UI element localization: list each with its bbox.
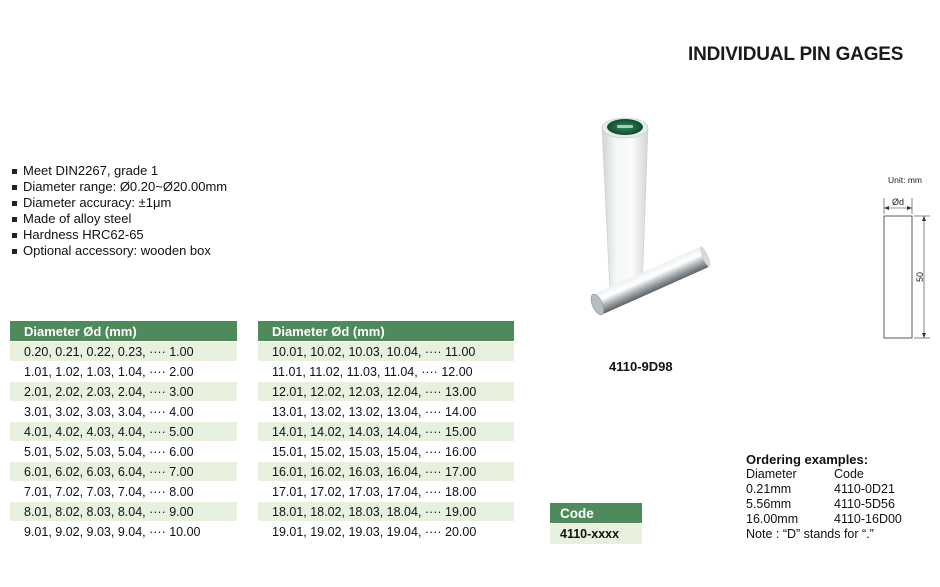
diameter-table-right [258, 321, 514, 542]
table-row: 10.01, 10.02, 10.03, 10.04, ···· 11.00 [258, 342, 514, 362]
table-row: 4.01, 4.02, 4.03, 4.04, ···· 5.00 [10, 422, 237, 442]
table-row: 16.01, 16.02, 16.03, 16.04, ···· 17.00 [258, 462, 514, 482]
table-row: 5.01, 5.02, 5.03, 5.04, ···· 6.00 [10, 442, 237, 462]
table-row: 3.01, 3.02, 3.03, 3.04, ···· 4.00 [10, 402, 237, 422]
diameter-table-left [10, 321, 237, 542]
table-header: Diameter Ød (mm) [258, 321, 514, 342]
table-row: 12.01, 12.02, 12.03, 12.04, ···· 13.00 [258, 382, 514, 402]
ordering-diameter: 0.21mm [746, 482, 792, 496]
ordering-row [746, 482, 902, 497]
table-header: Diameter Ød (mm) [10, 321, 237, 342]
table-row: 15.01, 15.02, 15.03, 15.04, ···· 16.00 [258, 442, 514, 462]
table-row: 1.01, 1.02, 1.03, 1.04, ···· 2.00 [10, 362, 237, 382]
pin-gage-product-image [570, 100, 740, 325]
feature-item: Optional accessory: wooden box [12, 243, 227, 259]
ordering-code: 4110-5D56 [834, 497, 895, 511]
product-code-label: 4110-9D98 [609, 359, 673, 374]
feature-item: Diameter range: Ø0.20~Ø20.00mm [12, 179, 227, 195]
code-header: Code [550, 503, 642, 524]
ordering-code: 4110-0D21 [834, 482, 895, 496]
table-row: 11.01, 11.02, 11.03, 11.04, ···· 12.00 [258, 362, 514, 382]
feature-item: Made of alloy steel [12, 211, 227, 227]
table-row: 18.01, 18.02, 18.03, 18.04, ···· 19.00 [258, 502, 514, 522]
feature-list [12, 163, 227, 259]
pin-dimension-drawing [872, 188, 934, 348]
ordering-code: 4110-16D00 [834, 512, 902, 526]
feature-item: Diameter accuracy: ±1μm [12, 195, 227, 211]
table-row: 0.20, 0.21, 0.22, 0.23, ···· 1.00 [10, 342, 237, 362]
table-row: 6.01, 6.02, 6.03, 6.04, ···· 7.00 [10, 462, 237, 482]
ordering-row [746, 512, 902, 527]
ordering-diameter: 16.00mm [746, 512, 799, 526]
code-value: 4110-xxxx [550, 524, 642, 545]
ordering-header-row [746, 467, 902, 482]
table-row: 14.01, 14.02, 14.03, 14.04, ···· 15.00 [258, 422, 514, 442]
ordering-col-diameter: Diameter [746, 467, 797, 481]
table-row: 9.01, 9.02, 9.03, 9.04, ···· 10.00 [10, 522, 237, 542]
table-row: 17.01, 17.02, 17.03, 17.04, ···· 18.00 [258, 482, 514, 502]
diameter-dimension-label: Ød [891, 197, 905, 207]
length-dimension-label: 50 [915, 271, 925, 283]
table-row: 13.01, 13.02, 13.02, 13.04, ···· 14.00 [258, 402, 514, 422]
page-title: INDIVIDUAL PIN GAGES [688, 44, 904, 65]
ordering-diameter: 5.56mm [746, 497, 792, 511]
table-row: 19.01, 19.02, 19.03, 19.04, ···· 20.00 [258, 522, 514, 542]
ordering-title: Ordering examples: [746, 452, 869, 467]
table-row: 8.01, 8.02, 8.03, 8.04, ···· 9.00 [10, 502, 237, 522]
table-row: 7.01, 7.02, 7.03, 7.04, ···· 8.00 [10, 482, 237, 502]
ordering-col-code: Code [834, 467, 864, 481]
ordering-row [746, 497, 902, 512]
table-row: 2.01, 2.02, 2.03, 2.04, ···· 3.00 [10, 382, 237, 402]
code-table [550, 503, 642, 544]
feature-item: Hardness HRC62-65 [12, 227, 227, 243]
unit-label: Unit: mm [888, 175, 922, 185]
ordering-examples [746, 452, 902, 542]
ordering-note: Note : “D” stands for “.” [746, 527, 874, 541]
feature-item: Meet DIN2267, grade 1 [12, 163, 227, 179]
